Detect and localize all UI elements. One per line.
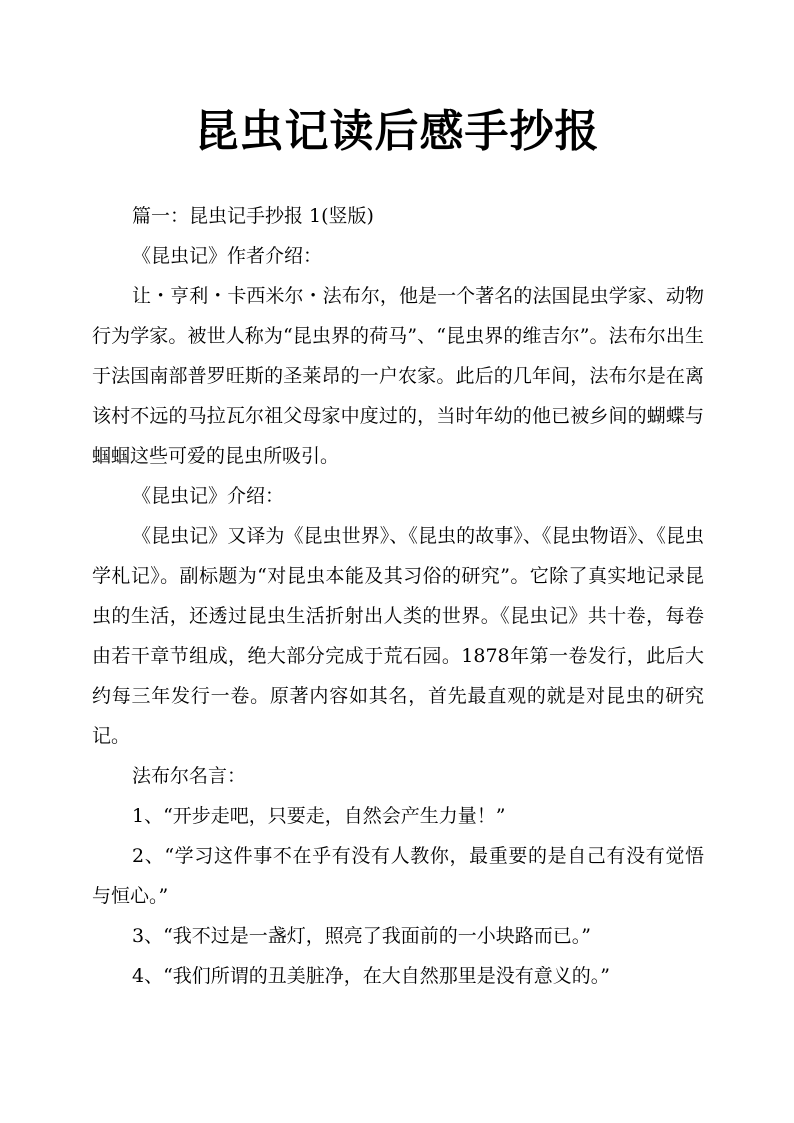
author-intro-heading: 《昆虫记》作者介绍： xyxy=(132,245,323,267)
quote-item: 1、“开步走吧，只要走，自然会产生力量！” xyxy=(132,805,506,827)
page-title: 昆虫记读后感手抄报 xyxy=(194,106,600,157)
document-body xyxy=(92,196,704,996)
section-heading: 篇一：昆虫记手抄报 1(竖版) xyxy=(132,205,374,227)
book-intro-paragraph: 《昆虫记》又译为《昆虫世界》、《昆虫的故事》、《昆虫物语》、《昆虫学札记》。副标题为“对昆虫本能及其习俗的研究”。它除了真实地记录昆虫的生活，还透过昆虫生活折射出人类的世界。《昆虫记》共十卷，每卷由若干章节组成，绝大部分完成于荒石园。1878年第一卷发行，此后大约每三年发行一卷。原著内容如其名，首先最直观的就是对昆虫的研究记。 xyxy=(92,525,704,747)
author-intro-paragraph: 让・亨利・卡西米尔・法布尔，他是一个著名的法国昆虫学家、动物行为学家。被世人称为“昆虫界的荷马”、“昆虫界的维吉尔”。法布尔出生于法国南部普罗旺斯的圣莱昂的一户农家。此后的几年间，法布尔是在离该村不远的马拉瓦尔祖父母家中度过的，当时年幼的他已被乡间的蝴蝶与蝈蝈这些可爱的昆虫所吸引。 xyxy=(92,285,704,467)
book-intro-heading: 《昆虫记》介绍： xyxy=(132,485,285,507)
quote-item: 4、“我们所谓的丑美脏净，在大自然那里是没有意义的。” xyxy=(132,965,611,987)
quotes-heading: 法布尔名言： xyxy=(132,765,247,787)
quote-item: 3、“我不过是一盏灯，照亮了我面前的一小块路而已。” xyxy=(132,925,592,947)
quote-item: 2、“学习这件事不在乎有没有人教你，最重要的是自己有没有觉悟与恒心。” xyxy=(92,845,704,907)
